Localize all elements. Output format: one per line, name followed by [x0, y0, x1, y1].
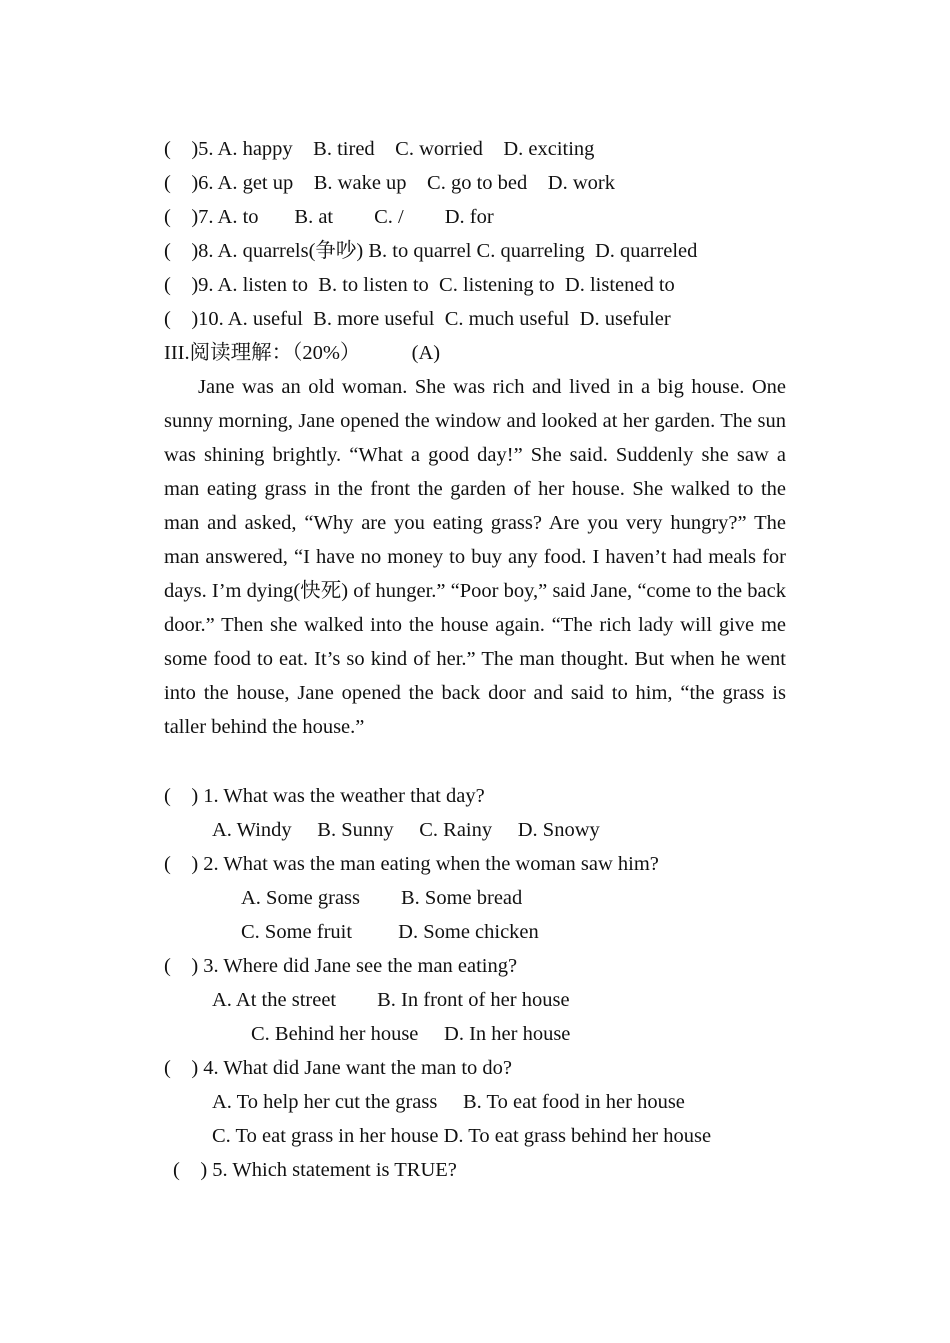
question-1: ( ) 1. What was the weather that day? — [164, 785, 485, 807]
question-3-options-a: A. At the street B. In front of her house — [212, 989, 570, 1011]
cloze-option-6: ( )6. A. get up B. wake up C. go to bed D. work — [164, 172, 615, 194]
question-2-options-b: C. Some fruit D. Some chicken — [241, 921, 539, 943]
question-2-options-a: A. Some grass B. Some bread — [241, 887, 523, 909]
reading-passage — [164, 370, 786, 744]
question-4: ( ) 4. What did Jane want the man to do? — [164, 1057, 513, 1079]
cloze-option-9: ( )9. A. listen to B. to listen to C. listening to D. listened to — [164, 274, 675, 296]
passage-text: Jane was an old woman. She was rich and lived in a big house. One sunny morning, Jane opened the window and looked at her garden. The sun was shining brightly. “What a good day!” She said. Suddenly she saw a man eating grass in the front the garden of her house. She walked to the man and asked, “Why are you eating grass? Are you very hungry?” The man answered, “I have no money to buy any food. I haven’t had meals for days. I’m dying(快死) of hunger.” “Poor boy,” said Jane, “come to the back door.” Then she walked into the house again. “The rich lady will give me some food to eat. It’s so kind of her.” The man thought. But when he went into the house, Jane opened the back door and said to him, “the grass is taller behind the house.” — [164, 376, 786, 738]
question-2: ( ) 2. What was the man eating when the woman saw him? — [164, 853, 659, 875]
question-3-options-b: C. Behind her house D. In her house — [251, 1023, 571, 1045]
question-4-options-a: A. To help her cut the grass B. To eat food in her house — [212, 1091, 685, 1113]
question-1-options: A. Windy B. Sunny C. Rainy D. Snowy — [212, 819, 600, 841]
cloze-option-7: ( )7. A. to B. at C. / D. for — [164, 206, 494, 228]
question-5: ( ) 5. Which statement is TRUE? — [173, 1159, 457, 1181]
cloze-option-10: ( )10. A. useful B. more useful C. much useful D. usefuler — [164, 308, 671, 330]
cloze-option-8: ( )8. A. quarrels(争吵) B. to quarrel C. quarreling D. quarreled — [164, 240, 698, 262]
question-3: ( ) 3. Where did Jane see the man eating? — [164, 955, 518, 977]
question-4-options-b: C. To eat grass in her house D. To eat grass behind her house — [212, 1125, 712, 1147]
cloze-option-5: ( )5. A. happy B. tired C. worried D. exciting — [164, 138, 595, 160]
section-heading: III.阅读理解：（20%） (A) — [164, 342, 441, 364]
